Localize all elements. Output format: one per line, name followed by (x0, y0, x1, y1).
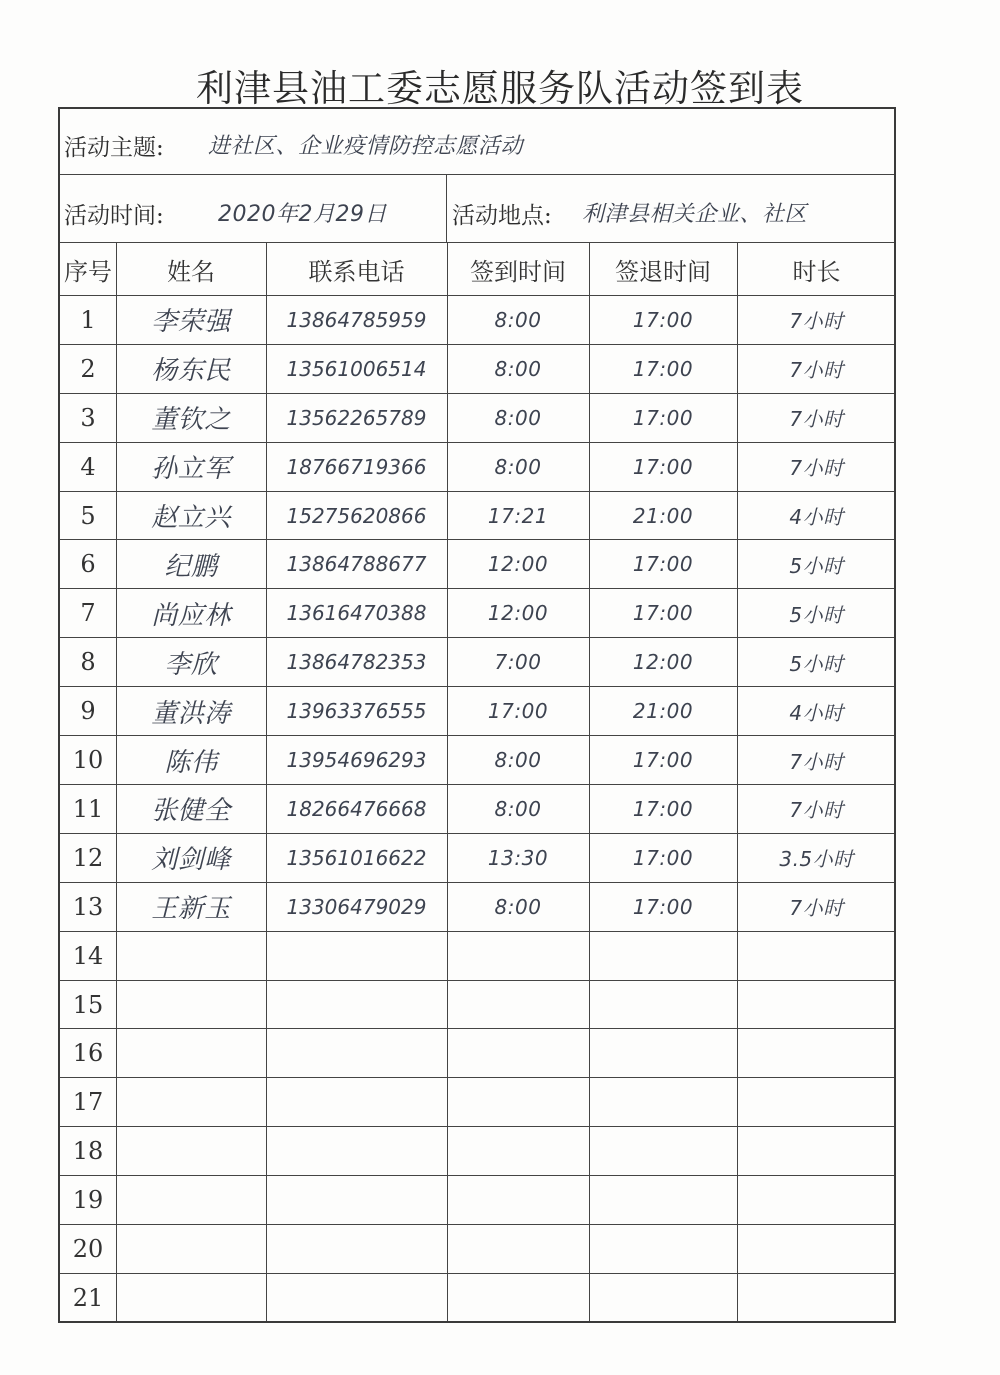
row-name: 陈伟 (164, 747, 218, 778)
row-phone (266, 1078, 447, 1126)
row-phone (266, 1274, 447, 1323)
table-row (60, 296, 894, 345)
row-duration: 7小时 (789, 358, 844, 383)
table-row (60, 687, 894, 736)
row-name: 赵立兴 (151, 503, 231, 534)
table-row (60, 1176, 894, 1225)
row-duration (737, 1225, 896, 1273)
table-row (60, 883, 894, 932)
row-phone (266, 981, 447, 1029)
row-checkin (447, 981, 589, 1029)
row-checkout (589, 1225, 737, 1273)
sheet-title: 利津县油工委志愿服务队活动签到表 (196, 67, 804, 110)
row-phone: 13954696293 (286, 748, 427, 773)
table-row (60, 981, 894, 1030)
row-checkout (589, 1127, 737, 1175)
row-number: 20 (72, 1235, 104, 1264)
row-name (116, 1030, 266, 1078)
row-duration: 4小时 (789, 700, 844, 725)
row-checkout: 17:00 (632, 454, 694, 479)
table-row (60, 736, 894, 785)
row-name: 尚应林 (151, 600, 231, 631)
col-line-3 (447, 243, 448, 1321)
row-checkout: 17:00 (632, 307, 694, 332)
table-row (60, 1127, 894, 1176)
row-number: 17 (72, 1088, 104, 1117)
row-duration: 5小时 (789, 651, 844, 676)
row-number: 5 (80, 501, 96, 530)
col-line-2 (266, 243, 267, 1321)
row-number: 4 (80, 452, 96, 481)
row-duration (737, 981, 896, 1029)
row-duration (737, 1127, 896, 1175)
table-row (60, 443, 894, 492)
row-duration (737, 1078, 896, 1126)
row-number: 2 (80, 354, 96, 383)
row-checkout: 17:00 (632, 601, 694, 626)
time-label: 活动时间: (64, 203, 164, 229)
col-line-1 (116, 243, 117, 1321)
row-checkout: 17:00 (632, 796, 694, 821)
row-checkout (589, 1078, 737, 1126)
header-name: 姓名 (167, 257, 215, 286)
row-checkin: 13:30 (487, 845, 549, 870)
row-duration: 5小时 (789, 553, 844, 578)
table-row (60, 785, 894, 834)
row-number: 13 (72, 892, 104, 921)
row-checkin (447, 1127, 589, 1175)
row-duration: 5小时 (789, 602, 844, 627)
row-number: 7 (80, 599, 96, 628)
row-duration: 3.5小时 (779, 847, 854, 872)
row-name: 纪鹏 (164, 551, 218, 582)
row-checkout: 21:00 (632, 699, 694, 724)
row-duration: 7小时 (789, 896, 844, 921)
row-checkin: 8:00 (494, 454, 542, 479)
time-value: 2020年2月29日 (218, 202, 387, 227)
row-checkout: 17:00 (632, 405, 694, 430)
row-phone: 13561016622 (286, 845, 427, 870)
header-checkin: 签到时间 (470, 257, 566, 286)
row-duration: 7小时 (789, 749, 844, 774)
row-checkout: 17:00 (632, 356, 694, 381)
row-phone: 13616470388 (286, 601, 427, 626)
row-checkin (447, 1274, 589, 1323)
row-checkout: 17:00 (632, 748, 694, 773)
col-line-4 (589, 243, 590, 1321)
row-checkout (589, 932, 737, 980)
row-name: 董钦之 (151, 405, 231, 436)
row-number: 21 (72, 1284, 104, 1313)
row-duration (737, 1030, 896, 1078)
row-checkout: 12:00 (632, 650, 694, 675)
row-phone (266, 1030, 447, 1078)
row-number: 19 (72, 1186, 104, 1215)
row-checkin: 8:00 (494, 405, 542, 430)
row-name: 孙立军 (151, 454, 231, 485)
row-checkin: 12:00 (487, 601, 549, 626)
row-number: 6 (80, 550, 96, 579)
row-checkin: 7:00 (494, 650, 542, 675)
place-label: 活动地点: (452, 203, 552, 229)
row-checkout: 17:00 (632, 552, 694, 577)
theme-row (60, 109, 894, 175)
row-checkin: 8:00 (494, 894, 542, 919)
row-phone (266, 1225, 447, 1273)
row-duration (737, 932, 896, 980)
place-value: 利津县相关企业、社区 (582, 202, 808, 227)
table-row (60, 1225, 894, 1274)
table-row (60, 1274, 894, 1323)
row-phone (266, 932, 447, 980)
table-header (60, 243, 894, 296)
table-row (60, 638, 894, 687)
row-checkin: 8:00 (494, 796, 542, 821)
row-name (116, 1274, 266, 1323)
row-checkin: 8:00 (494, 356, 542, 381)
row-checkin (447, 1176, 589, 1224)
header-phone: 联系电话 (308, 257, 405, 286)
row-checkin (447, 1078, 589, 1126)
row-checkin: 8:00 (494, 748, 542, 773)
row-phone: 13864785959 (286, 307, 427, 332)
row-duration: 7小时 (789, 798, 844, 823)
row-number: 18 (72, 1137, 104, 1166)
row-name: 李荣强 (151, 307, 231, 338)
row-phone: 13562265789 (286, 405, 427, 430)
table-row (60, 492, 894, 541)
row-phone: 13561006514 (286, 356, 427, 381)
row-number: 16 (72, 1039, 104, 1068)
row-phone: 18766719366 (286, 454, 427, 479)
sign-in-table (58, 107, 896, 1323)
row-name: 张健全 (151, 796, 231, 827)
time-place-row (60, 175, 894, 243)
row-checkout (589, 981, 737, 1029)
col-line-5 (737, 243, 738, 1321)
row-name (116, 981, 266, 1029)
table-row (60, 394, 894, 443)
row-duration: 7小时 (789, 456, 844, 481)
row-phone: 13306479029 (286, 894, 427, 919)
row-checkout (589, 1176, 737, 1224)
table-row (60, 589, 894, 638)
row-checkin: 17:00 (487, 699, 549, 724)
row-checkout (589, 1030, 737, 1078)
time-place-divider (446, 175, 447, 242)
row-name: 杨东民 (151, 356, 231, 387)
row-checkin: 12:00 (487, 552, 549, 577)
row-checkin (447, 1030, 589, 1078)
row-number: 12 (72, 843, 104, 872)
row-name: 董洪涛 (151, 698, 231, 729)
row-checkin: 17:21 (487, 503, 549, 528)
row-checkin: 8:00 (494, 307, 542, 332)
header-no: 序号 (64, 257, 112, 286)
row-name (116, 1127, 266, 1175)
header-duration: 时长 (792, 257, 841, 286)
row-checkout: 17:00 (632, 894, 694, 919)
row-name: 刘剑峰 (151, 845, 231, 876)
row-phone: 18266476668 (286, 796, 427, 821)
row-number: 10 (72, 746, 104, 775)
table-row (60, 541, 894, 590)
row-name (116, 932, 266, 980)
table-row (60, 834, 894, 883)
row-number: 9 (80, 697, 96, 726)
row-checkout: 17:00 (632, 845, 694, 870)
row-checkin (447, 1225, 589, 1273)
row-number: 3 (80, 403, 96, 432)
row-name (116, 1225, 266, 1273)
row-number: 11 (72, 794, 104, 823)
row-checkin (447, 932, 589, 980)
table-row (60, 345, 894, 394)
row-name: 王新玉 (151, 894, 231, 925)
row-phone (266, 1176, 447, 1224)
row-phone: 15275620866 (286, 503, 427, 528)
row-duration (737, 1176, 896, 1224)
row-number: 8 (80, 648, 96, 677)
row-checkout (589, 1274, 737, 1323)
row-phone: 13963376555 (286, 699, 427, 724)
row-checkout: 21:00 (632, 503, 694, 528)
row-number: 15 (72, 990, 104, 1019)
row-phone (266, 1127, 447, 1175)
theme-value: 进社区、企业疫情防控志愿活动 (208, 134, 524, 159)
row-duration: 4小时 (789, 505, 844, 530)
row-name (116, 1078, 266, 1126)
row-name (116, 1176, 266, 1224)
row-phone: 13864788677 (286, 552, 427, 577)
table-row (60, 932, 894, 981)
table-row (60, 1078, 894, 1127)
table-row (60, 1030, 894, 1079)
row-name: 李欣 (164, 649, 218, 680)
row-number: 1 (80, 305, 96, 334)
row-number: 14 (72, 941, 104, 970)
row-duration: 7小时 (789, 407, 844, 432)
row-duration: 7小时 (789, 309, 844, 334)
theme-label: 活动主题: (64, 135, 164, 161)
row-duration (737, 1274, 896, 1323)
header-checkout: 签退时间 (615, 257, 711, 286)
row-phone: 13864782353 (286, 650, 427, 675)
